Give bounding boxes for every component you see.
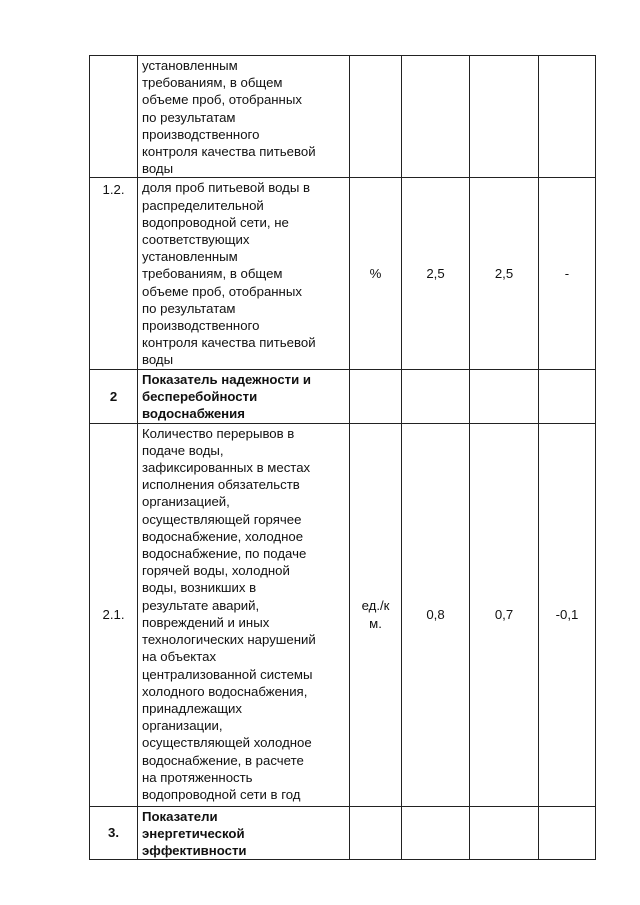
value-2-cell: [470, 369, 539, 423]
value-1-cell: 0,8: [402, 423, 470, 806]
value-2-cell: [470, 56, 539, 178]
unit-cell: [350, 369, 402, 423]
value-2-cell: 0,7: [470, 423, 539, 806]
difference-cell: [539, 806, 596, 860]
value-2-cell: [470, 806, 539, 860]
value-1-cell: [402, 56, 470, 178]
difference-cell: [539, 56, 596, 178]
table-row: [90, 423, 596, 806]
table-row: [90, 56, 596, 178]
table-row: [90, 369, 596, 423]
indicator-description-cell: Количество перерывов в подаче воды, зафиксированных в местах исполнения обязательств организацией, осуществляющей горячее водоснабжение, холодное водоснабжение, по подаче горячей воды, холодной воды, возникших в результате аварий, повреждений и иных технологических нарушений на объектах централизованной системы холодного водоснабжения, принадлежащих организации, осуществляющей холодное водоснабжение, в расчете на протяженность водопроводной сети в год: [138, 423, 350, 806]
row-number-cell: 1.2.: [90, 178, 138, 369]
indicator-description-cell: доля проб питьевой воды в распределительной водопроводной сети, не соответствующих установленным требованиям, в общем объеме проб, отобранных по результатам производственного контроля качества питьевой воды: [138, 178, 350, 369]
difference-cell: [539, 369, 596, 423]
value-1-cell: [402, 806, 470, 860]
unit-cell: ед./к м.: [350, 423, 402, 806]
difference-cell: -: [539, 178, 596, 369]
indicators-table: [89, 55, 596, 860]
section-number-cell: 2: [90, 369, 138, 423]
indicator-description-cell: установленным требованиям, в общем объеме проб, отобранных по результатам производственного контроля качества питьевой воды: [138, 56, 350, 178]
table-row: [90, 178, 596, 369]
unit-cell: [350, 806, 402, 860]
value-2-cell: 2,5: [470, 178, 539, 369]
section-number-cell: 3.: [90, 806, 138, 860]
row-number-cell: 2.1.: [90, 423, 138, 806]
value-1-cell: [402, 369, 470, 423]
section-title-cell: Показатели энергетической эффективности: [138, 806, 350, 860]
row-number-cell: [90, 56, 138, 178]
table-row: [90, 806, 596, 860]
section-title-cell: Показатель надежности и бесперебойности водоснабжения: [138, 369, 350, 423]
difference-cell: -0,1: [539, 423, 596, 806]
unit-cell: [350, 56, 402, 178]
unit-cell: %: [350, 178, 402, 369]
value-1-cell: 2,5: [402, 178, 470, 369]
